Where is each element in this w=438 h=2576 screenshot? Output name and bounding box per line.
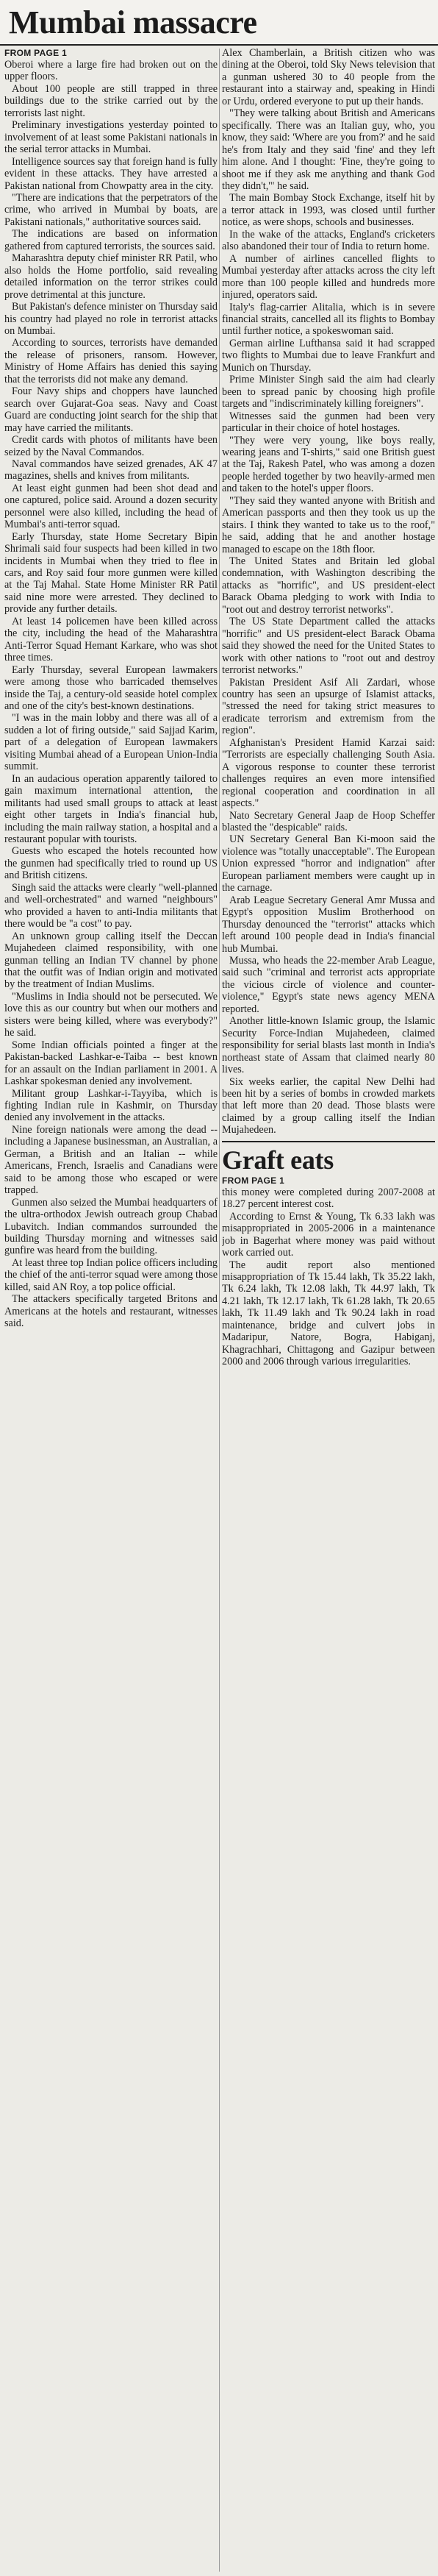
paragraph: Oberoi where a large fire had broken out on the upper floors.: [4, 59, 218, 83]
paragraph: Early Thursday, several European lawmakers were among those who barricaded themselves inside the Taj, a century-old seaside hotel complex and one of the city's best-known destinations.: [4, 663, 218, 713]
paragraph: "They said they wanted anyone with British and American passports and then they took us up the stairs. I think they wanted to take us to the roof," he said, adding that he and another hostage managed to escape on the 18th floor.: [222, 494, 435, 555]
paragraph: Six weeks earlier, the capital New Delhi had been hit by a series of bombs in crowded markets that left more than 20 dead. Those blasts were claimed by a group calling itself the Indian Mujahedeen.: [222, 1075, 435, 1136]
paragraph: Pakistan President Asif Ali Zardari, whose country has seen an upsurge of Islamist attacks, "stressed the need for taking strict measures to eradicate terrorism and extremism from the region".: [222, 676, 435, 737]
paragraph: A number of airlines cancelled flights to Mumbai yesterday after attacks across the city left more than 100 people killed and hundreds more injured, operators said.: [222, 252, 435, 302]
paragraph: Alex Chamberlain, a British citizen who was dining at the Oberoi, told Sky News television that a gunman ushered 30 to 40 people from the restaurant into a stairway and, speaking in Hindi or Urdu, ordered everyone to put up their hands.: [222, 47, 435, 107]
paragraph: German airline Lufthansa said it had scrapped two flights to Mumbai due to leave Frankfurt and Munich on Thursday.: [222, 337, 435, 374]
column-rule: [219, 49, 220, 2572]
paragraph: Credit cards with photos of militants have been seized by the Naval Commandos.: [4, 434, 218, 458]
paragraph: About 100 people are still trapped in three buildings due to the strike carried out by the terrorists last night.: [4, 82, 218, 119]
paragraph: "They were very young, like boys really, wearing jeans and T-shirts," said one British guest at the Taj, Rakesh Patel, who was among a dozen people herded together by two heavily-armed men and taken to the hotel's upper floors.: [222, 434, 435, 495]
paragraph: Another little-known Islamic group, the Islamic Security Force-Indian Mujahedeen, claimed responsibility for serial blasts last month in India's northeast state of Assam that claimed nearly 80 lives.: [222, 1015, 435, 1076]
paragraph: Early Thursday, state Home Secretary Bipin Shrimali said four suspects had been killed in two incidents in Mumbai when they tried to flee in cars, and Roy said four more gunmen were killed at the Taj Mahal. State Home Minister RR Patil said nine more were arrested. They declined to provide any further details.: [4, 530, 218, 616]
paragraph: UN Secretary General Ban Ki-moon said the violence was "totally unacceptable". The European Union expressed "horror and indignation" after European parliament members were caught up in the carnage.: [222, 833, 435, 894]
paragraph: "I was in the main lobby and there was all of a sudden a lot of firing outside," said Sajjad Karim, part of a delegation of European lawmakers visiting Mumbai ahead of a European Union-India summit.: [4, 712, 218, 773]
column-right: [222, 47, 435, 2573]
paragraph: In an audacious operation apparently tailored to gain maximum international attention, the militants had used small groups to attack at least eight other targets in India's financial hub, including the main railway station, a hospital and a restaurant popular with tourists.: [4, 772, 218, 845]
paragraph: Four Navy ships and choppers have launched search over Gujarat-Goa seas. Navy and Coast Guard are conducting joint search for the ship that may have carried the militants.: [4, 385, 218, 434]
graft-article: [222, 1141, 435, 1368]
paragraph: Some Indian officials pointed a finger at the Pakistan-backed Lashkar-e-Taiba -- best known for an assault on the Indian parliament in 2001. A Lashkar spokesman denied any involvement.: [4, 1039, 218, 1088]
paragraph: At least eight gunmen had been shot dead and one captured, police said. Around a dozen security personnel were also killed, including the head of Mumbai's anti-terror squad.: [4, 482, 218, 531]
paragraph: The US State Department called the attacks "horrific" and US president-elect Barack Obama said they showed the need for the United States to work with other nations to "root out and destroy terrorist networks.": [222, 616, 435, 677]
paragraph: Maharashtra deputy chief minister RR Patil, who also holds the Home portfolio, said revealing detailed information on the terror strikes could prove detrimental at this juncture.: [4, 252, 218, 301]
paragraph: Mussa, who heads the 22-member Arab League, said such "criminal and terrorist acts appropriate the vicious circle of violence and counter-violence," Egypt's state news agency MENA reported.: [222, 954, 435, 1015]
paragraph: Witnesses said the gunmen had been very particular in their choice of hotel hostages.: [222, 410, 435, 435]
paragraph: At least 14 policemen have been killed across the city, including the head of the Maharashtra Anti-Terror Squad Hemant Karkare, who was shot three times.: [4, 615, 218, 664]
paragraph: Guests who escaped the hotels recounted how the gunmen had specifically tried to round up US and British citizens.: [4, 845, 218, 882]
column-left: [4, 47, 218, 2573]
dateline: FROM PAGE 1: [4, 48, 68, 58]
paragraph: "There are indications that the perpetrators of the crime, who arrived in Mumbai by boats, are Pakistani nationals," authoritative sources said.: [4, 191, 218, 228]
graft-dateline: FROM PAGE 1: [222, 1175, 285, 1186]
paragraph: An unknown group calling itself the Deccan Mujahedeen claimed responsibility, with one gunman telling an Indian TV channel by phone that the outfit was of Indian origin and motivated by the treatment of Indian Muslims.: [4, 930, 218, 991]
paragraph: According to Ernst & Young, Tk 6.33 lakh was misappropriated in 2005-2006 in a maintenance job in Bagerhat where money was paid without work carried out.: [222, 1210, 435, 1259]
paragraph: The audit report also mentioned misappropriation of Tk 15.44 lakh, Tk 35.22 lakh, Tk 6.24 lakh, Tk 12.08 lakh, Tk 44.97 lakh, Tk 4.21 lakh, Tk 12.17 lakh, Tk 61.28 lakh, Tk 20.65 lakh, Tk 11.49 lakh and Tk 90.24 lakh in road maintenance, bridge and culvert jobs in Madaripur, Natore, Bogra, Habiganj, Khagrachhari, Chittagong and Gazipur between 2000 and 2006 through various irregularities.: [222, 1259, 435, 1368]
paragraph: The United States and Britain led global condemnation, with Washington describing the attacks as "horrific", and US president-elect Barack Obama pledging to work with India to "root out and destroy terrorist networks".: [222, 555, 435, 616]
paragraph: this money were completed during 2007-2008 at 18.27 percent interest cost.: [222, 1186, 435, 1211]
paragraph: "Muslims in India should not be persecuted. We love this as our country but when our mothers and sisters were being killed, where was everybody?" he said.: [4, 990, 218, 1039]
paragraph: Arab League Secretary General Amr Mussa and Egypt's opposition Muslim Brotherhood on Thursday denounced the "terrorist" attacks which left around 100 people dead in India's financial hub Mumbai.: [222, 894, 435, 955]
paragraph: Intelligence sources say that foreign hand is fully evident in these attacks. They have arrested a Pakistan national from Chowpatty area in the city.: [4, 155, 218, 192]
paragraph: In the wake of the attacks, England's cricketers also abandoned their tour of India to return home.: [222, 228, 435, 253]
paragraph: Gunmen also seized the Mumbai headquarters of the ultra-orthodox Jewish outreach group Chabad Lubavitch. Indian commandos surrounded the building Thursday morning and witnesses said gunfire was heard from the building.: [4, 1196, 218, 1257]
paragraph: Militant group Lashkar-i-Tayyiba, which is fighting Indian rule in Kashmir, on Thursday denied any involvement in the attacks.: [4, 1087, 218, 1124]
paragraph: Nine foreign nationals were among the dead -- including a Japanese businessman, an Australian, a German, a British and an Italian -- while Americans, French, Israelis and Canadians were said to be among those who escaped or were trapped.: [4, 1123, 218, 1197]
paragraph: The indications are based on information gathered from captured terrorists, the sources said.: [4, 228, 218, 252]
headline-banner: [0, 0, 438, 46]
paragraph: According to sources, terrorists have demanded the release of prisoners, ransom. However, Ministry of Home Affairs has denied this saying that the terrorists did not make any demand.: [4, 337, 218, 385]
graft-headline: Graft eats: [222, 1145, 334, 1175]
headline: Mumbai massacre: [9, 4, 257, 40]
paragraph: Prime Minister Singh said the aim had clearly been to spread panic by choosing high profile targets and "indiscriminately killing foreigners".: [222, 374, 435, 410]
paragraph: The attackers specifically targeted Britons and Americans at the hotels and restaurant, witnesses said.: [4, 1293, 218, 1330]
paragraph: Nato Secretary General Jaap de Hoop Scheffer blasted the "despicable" raids.: [222, 809, 435, 833]
paragraph: Italy's flag-carrier Alitalia, which is in severe financial straits, cancelled all its flights to Bombay until further notice, a spokeswoman said.: [222, 301, 435, 338]
paragraph: The main Bombay Stock Exchange, itself hit by a terror attack in 1993, was closed until further notice, as were shops, schools and businesses.: [222, 192, 435, 229]
paragraph: At least three top Indian police officers including the chief of the anti-terror squad were among those killed, said AN Roy, a top police official.: [4, 1256, 218, 1293]
paragraph: Singh said the attacks were clearly "well-planned and well-orchestrated" and warned "neighbours" who provided a haven to anti-India militants that there would be "a cost" to pay.: [4, 881, 218, 931]
paragraph: Afghanistan's President Hamid Karzai said: "Terrorists are especially challenging South Asia. A vigorous response to counter these terrorist challenges requires an even more intensified regional cooperation and coordination in all aspects.": [222, 736, 435, 810]
paragraph: "They were talking about British and Americans specifically. There was an Italian guy, who, you know, they said: 'Where are you from?' and he said he's from Italy and they said 'fine' and they left him alone. And I thought: 'Fine, they're going to shoot me if they ask me anything and thank God they didn't,'" he said.: [222, 107, 435, 192]
paragraph: Preliminary investigations yesterday pointed to involvement of at least some Pakistani nationals in the serial terror attacks in Mumbai.: [4, 119, 218, 156]
paragraph: Naval commandos have seized grenades, AK 47 magazines, shells and knives from militants.: [4, 458, 218, 483]
paragraph: But Pakistan's defence minister on Thursday said his country had played no role in terrorist attacks on Mumbai.: [4, 301, 218, 337]
